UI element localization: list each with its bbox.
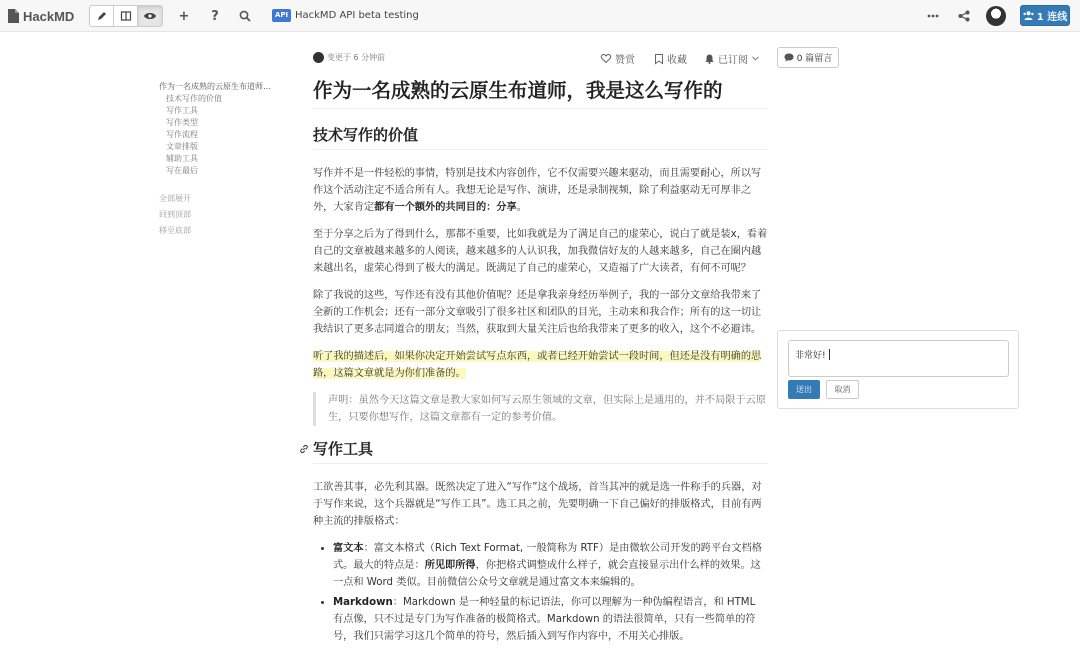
toc-item[interactable]: 写在最后 <box>166 166 198 175</box>
search-icon[interactable] <box>237 8 253 24</box>
toc-item-root[interactable]: 作为一名成熟的云原生布道师… <box>159 82 271 91</box>
blockquote: 声明：虽然今天这篇文章是教大家如何写云原生领域的文章，但实际上是通用的，并不局限于云原生，只要你想写作，这篇文章都有一定的参考价值。 <box>313 392 768 426</box>
toc-item[interactable]: 辅助工具 <box>166 154 198 163</box>
send-button[interactable]: 送出 <box>788 380 820 399</box>
search-icon-glyph <box>239 10 251 22</box>
bold-text: 所见即所得 <box>424 560 476 571</box>
bold-text: Markdown <box>333 597 393 608</box>
expand-all-link[interactable]: 全部展开 <box>159 194 191 203</box>
subscribe-label: 已订阅 <box>718 55 748 66</box>
subscribe-button[interactable] <box>705 51 759 66</box>
file-icon <box>8 9 19 23</box>
comment-input[interactable] <box>788 340 1009 377</box>
section-heading-text: 写作工具 <box>313 440 374 458</box>
new-note-icon[interactable]: + <box>178 8 190 24</box>
text-caret <box>829 349 830 360</box>
online-users-button[interactable] <box>1020 5 1070 26</box>
connections-label: 1 连线 <box>1036 12 1068 23</box>
split-mode-button[interactable] <box>114 6 138 26</box>
paragraph: 工欲善其事，必先利其器。既然决定了进入“写作”这个战场，首当其冲的就是选一件称手的兵器，对于写作来说，这个兵器就是“写作工具”。选工具之前，先要明确一下自己偏好的排版格式，目前有两种主流的排版格式： <box>313 482 762 527</box>
top-navbar <box>0 0 1080 32</box>
toc-item[interactable]: 写作类型 <box>166 118 198 127</box>
view-mode-button[interactable] <box>138 6 162 26</box>
highlighted-paragraph <box>313 348 768 382</box>
list-item-text: ：Markdown 是一种轻量的标记语法，你可以理解为一种伪编程语言，和 HTML 有点像，只不过是专门为写作准备的极简格式。Markdown 的语法很简单，只有一些简单的符号，我们只需学习这几个简单的符号，然后插入到写作内容中，不用关心排版。 <box>333 597 756 642</box>
highlighted-text[interactable]: 听了我的描述后，如果你决定开始尝试写点东西，或者已经开始尝试一段时间，但还是没有明确的思路，这篇文章就是为你们准备的。 <box>313 351 762 379</box>
section-heading <box>313 435 768 464</box>
back-to-top-link[interactable]: 回到顶部 <box>159 210 191 219</box>
chevron-down-icon <box>752 56 759 61</box>
cancel-button[interactable]: 取消 <box>826 380 859 399</box>
share-icon[interactable] <box>956 8 972 24</box>
document-title[interactable]: HackMD API beta testing <box>295 10 419 21</box>
brand-name: HackMD <box>23 8 75 24</box>
bookmark-icon <box>655 54 663 64</box>
paragraph-text: 。 <box>516 202 527 213</box>
last-changed-text: 变更于 6 分钟前 <box>327 53 386 62</box>
bullet-list <box>313 540 768 645</box>
heart-icon <box>601 54 611 63</box>
toc-item[interactable]: 文章排版 <box>166 142 198 151</box>
like-label: 赞赏 <box>615 55 635 66</box>
share-glyph-icon <box>958 10 970 22</box>
columns-icon <box>121 11 131 21</box>
eye-icon <box>144 11 156 21</box>
list-item <box>333 594 768 645</box>
bold-text: 富文本 <box>333 543 364 554</box>
more-menu-icon[interactable] <box>925 8 941 24</box>
section-heading <box>313 121 768 150</box>
paragraph <box>313 165 768 216</box>
ellipsis-icon <box>927 14 939 18</box>
author-avatar[interactable] <box>313 52 324 63</box>
comments-button[interactable] <box>777 47 839 68</box>
like-button[interactable] <box>601 51 635 66</box>
comments-count: 0 篇留言 <box>796 54 833 64</box>
hackmd-logo[interactable] <box>8 8 74 24</box>
help-icon[interactable]: ? <box>211 8 219 24</box>
user-avatar[interactable] <box>986 6 1006 26</box>
list-item <box>333 540 768 591</box>
bookmark-label: 收藏 <box>667 55 687 66</box>
edit-mode-button[interactable] <box>90 6 114 26</box>
bell-icon <box>705 54 714 64</box>
bold-text: 都有一个额外的共同目的：分享 <box>374 202 517 213</box>
toc-actions <box>159 191 191 239</box>
paragraph: 除了我说的这些，写作还有没有其他价值呢？还是拿我亲身经历举例子，我的一部分文章给我带来了全新的工作机会；还有一部分文章吸引了很多社区和团队的目光，主动来和我合作；所有的这一切让我结识了更多志同道合的朋友；当然，获取到大量关注后也给我带来了更多的收入，这个不必避讳。 <box>313 290 762 335</box>
bookmark-button[interactable] <box>655 51 687 66</box>
list-item-text: ：富文本格式（Rich Text Format, 一般简称为 RTF）是由微软公司开发的跨平台文档格式。最大的特点是： <box>333 543 762 571</box>
toc-item[interactable]: 写作工具 <box>166 106 198 115</box>
users-icon <box>1023 11 1034 20</box>
article-title: 作为一名成熟的云原生布道师，我是这么写作的 <box>313 74 768 109</box>
go-to-bottom-link[interactable]: 移至底部 <box>159 226 191 235</box>
toc-item[interactable]: 写作流程 <box>166 130 198 139</box>
pencil-icon <box>97 11 107 21</box>
paragraph-text: 写作并不是一件轻松的事情，特别是技术内容创作，它不仅需要兴趣来驱动，而且需要耐心，所以写作这个活动注定不适合所有人。我想无论是写作、演讲，还是录制视频，除了利益驱动无可厚非之外，大家肯定 <box>313 168 762 213</box>
comment-input-value: 非常好! <box>795 351 826 361</box>
paragraph: 至于分享之后为了得到什么，那都不重要，比如我就是为了满足自己的虚荣心，说白了就是装x，看着自己的文章被越来越多的人阅读，越来越多的人认识我，加我微信好友的人越来越多，自己在圈内越来越出名，虚荣心得到了极大的满足。既满足了自己的虚荣心，又造福了广大读者，有何不可呢？ <box>313 229 768 274</box>
team-badge: API <box>272 9 291 22</box>
comment-icon <box>784 53 794 62</box>
table-of-contents <box>159 80 287 177</box>
comment-panel <box>777 330 1019 409</box>
section-heading-text: 技术写作的价值 <box>313 126 419 144</box>
link-anchor-icon[interactable] <box>299 444 309 454</box>
article-content <box>313 74 768 648</box>
view-mode-group <box>89 5 163 27</box>
list-item-text: ，你把格式调整成什么样子，就会直接显示出什么样的效果。这一点和 Word 类似。目前微信公众号文章就是通过富文本来编辑的。 <box>333 560 761 588</box>
toc-item[interactable]: 技术写作的价值 <box>166 94 222 103</box>
